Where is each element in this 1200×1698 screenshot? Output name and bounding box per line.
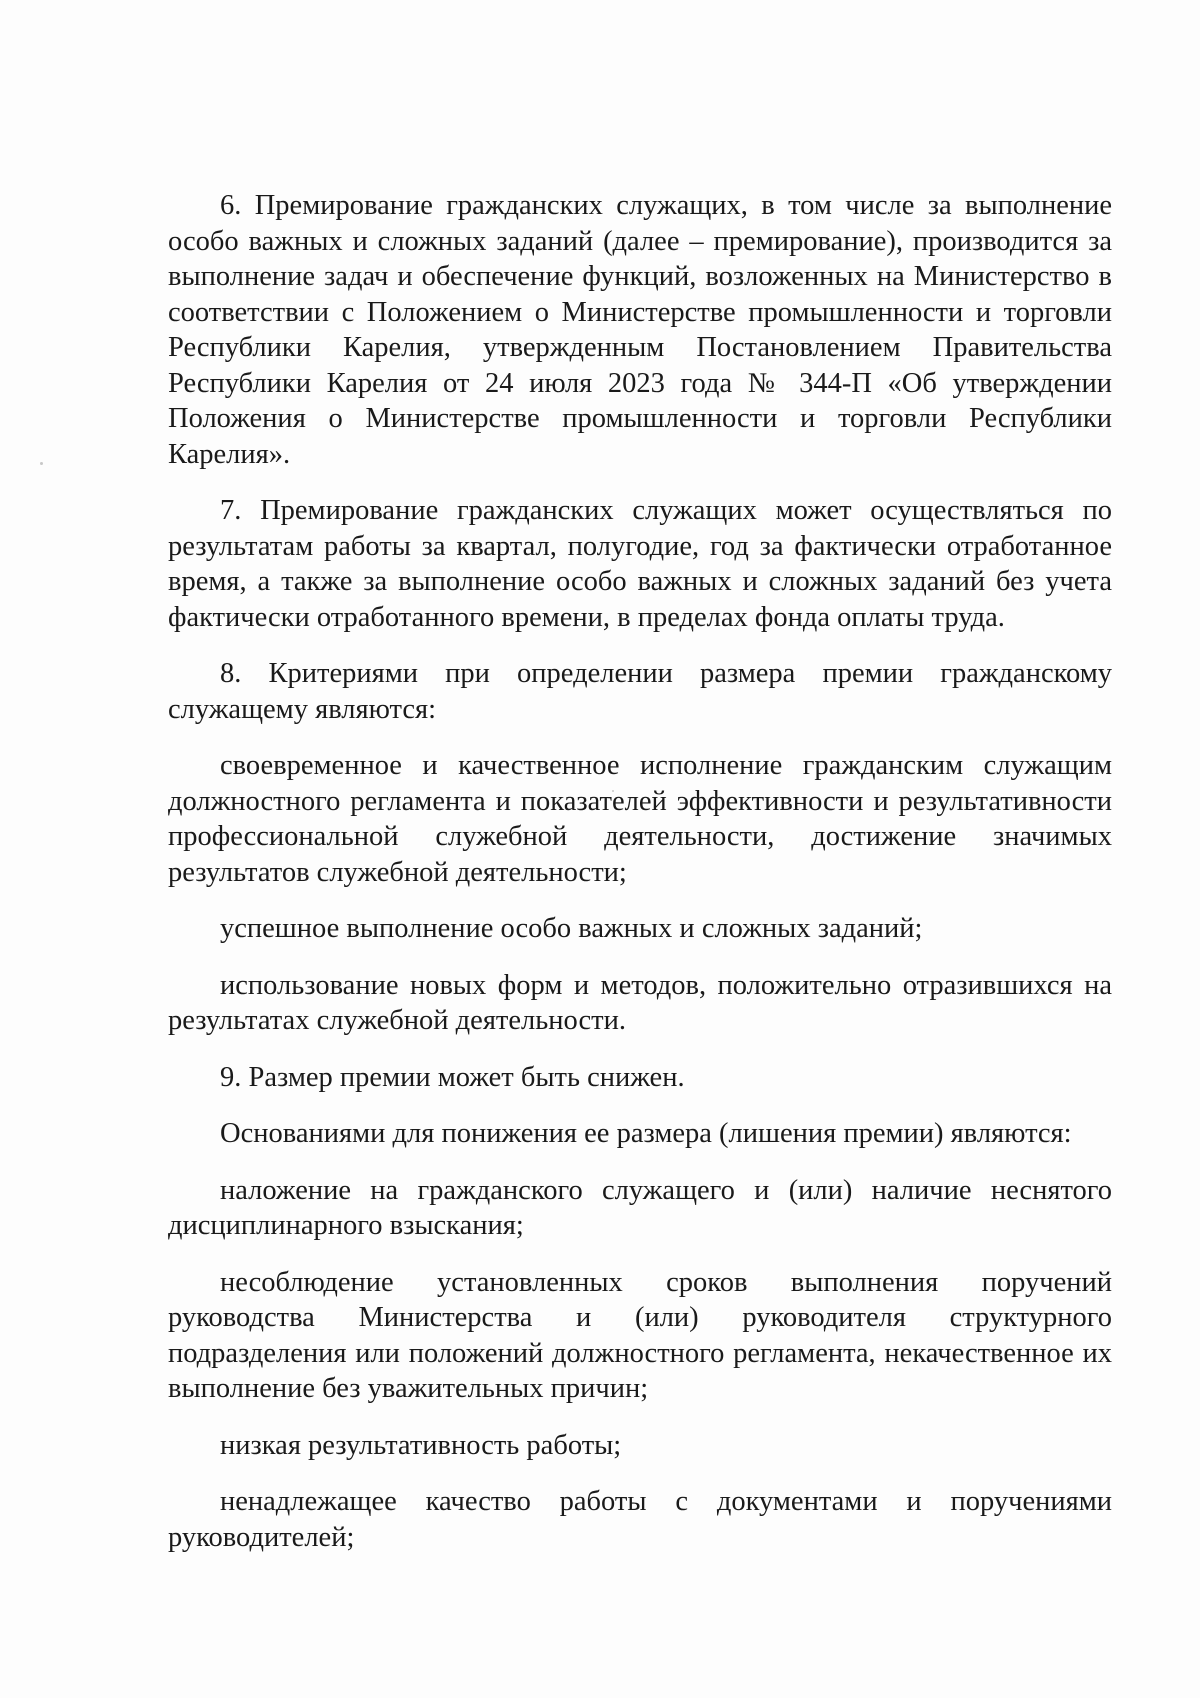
criterion-important-tasks: успешное выполнение особо важных и сложных заданий; [220,913,923,944]
paragraph-7: 7. Премирование гражданских служащих может осуществляться по результатам работы за квартал, полугодие, год за фактически отработанное время, а также за выполнение особо важных и сложных заданий без учета фактически отработанного времени, в пределах фонда оплаты труда. [168,495,1112,633]
ground-missed-deadlines: несоблюдение установленных сроков выполнения поручений руководства Министерства и (или) руководителя структурного подразделения или положений должностного регламента, некачественное их выполнение без уважительных причин; [168,1266,1112,1404]
ground-poor-document-quality: ненадлежащее качество работы с документами и поручениями руководителей; [168,1486,1112,1553]
ground-disciplinary-penalty: наложение на гражданского служащего и (или) наличие неснятого дисциплинарного взыскания; [168,1174,1112,1241]
criterion-new-methods: использование новых форм и методов, положительно отразившихся на результатах служебной деятельности. [168,969,1112,1036]
paragraph-8: 8. Критериями при определении размера премии гражданскому служащему являются: [168,658,1112,725]
paragraph-9: 9. Размер премии может быть снижен. [220,1061,685,1093]
scan-speck [40,462,43,465]
paragraph-6: 6. Премирование гражданских служащих, в том числе за выполнение особо важных и сложных заданий (далее – премирование), производится за выполнение задач и обеспечение функций, возложенных на Министерство в соответствии с Положением о Министерстве промышленности и торговли Республики Карелия, утвержденным Постановлением Правительства Республики Карелия от 24 июля 2023 года № 344-П «Об утверждении Положения о Министерстве промышленности и торговли Республики Карелия». [168,190,1112,470]
ground-low-performance: низкая результативность работы; [220,1429,622,1461]
grounds-intro: Основаниями для понижения ее размера (лишения премии) являются: [220,1118,1072,1149]
document-body [168,188,1112,1555]
criterion-timely-execution: своевременное и качественное исполнение гражданским служащим должностного регламента и показателей эффективности и результативности профессиональной служебной деятельности, достижение значимых результатов служебной деятельности; [168,750,1112,888]
